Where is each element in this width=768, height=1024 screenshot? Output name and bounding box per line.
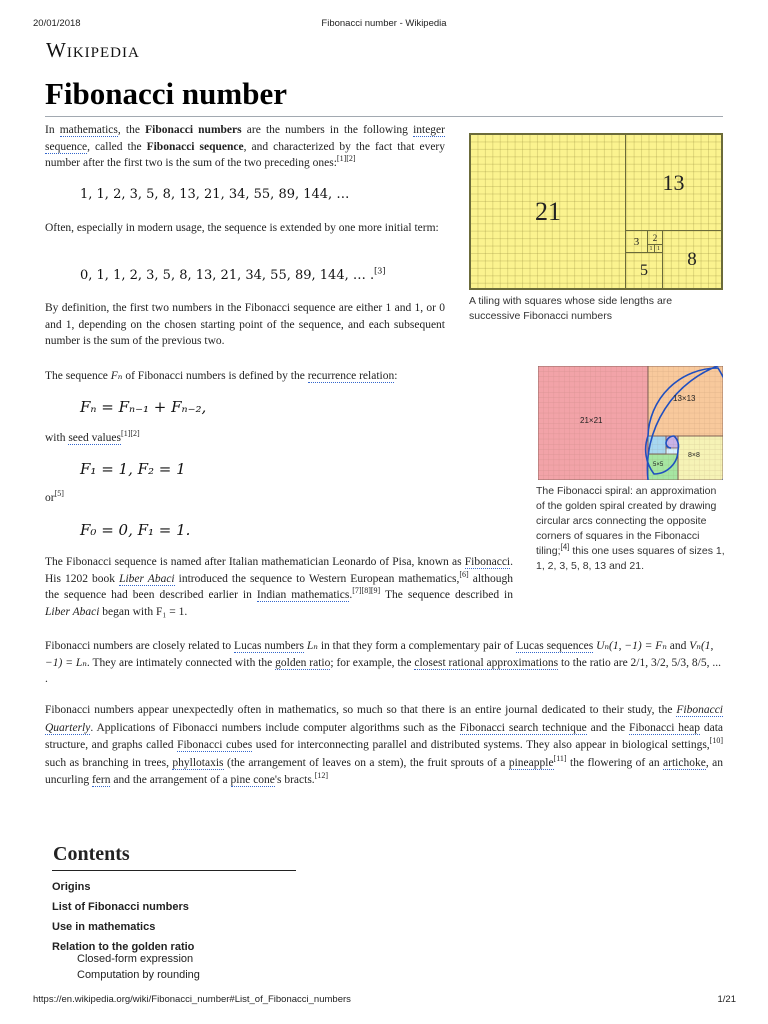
definition-paragraph: By definition, the first two numbers in the Fibonacci sequence are either 1 and 1, or 0 and 1, depending on the chosen starting point of the sequence, and each subsequent number is the sum of the previous two. xyxy=(45,302,445,347)
spiral-caption: The Fibonacci spiral: an approximation of the golden spiral created by drawing circular arcs connecting the opposite corners of squares in the Fibonacci tiling;[4] this one uses squares of sizes 1, 1, 2, 3, 5, 8, 13 and 21. xyxy=(536,485,725,572)
spiral-label-5: 5×5 xyxy=(653,462,664,468)
seed-values-line: with seed values[1][2] xyxy=(45,429,140,444)
spiral-label-8: 8×8 xyxy=(688,452,700,459)
applications-paragraph: Fibonacci numbers appear unexpectedly often in mathematics, so much so that there is an entire journal dedicated to their study, the Fibonacci Quarterly. Applications of Fibonacci numbers include computer algorithms such as the Fibonacci search technique and the Fibonacci heap data structure, and graphs called Fibonacci cubes used for interconnecting parallel and distributed systems. They also appear in biological settings,[10] such as branching in trees, phyllotaxis (the arrangement of leaves on a stem), the fruit sprouts of a pineapple[11] the flowering of an artichoke, an uncurling fern and the arrangement of a pine cone's bracts.[12] xyxy=(45,704,724,786)
formula-recurrence: Fₙ = Fₙ₋₁ + Fₙ₋₂, xyxy=(80,398,207,416)
tile-1a: 1 xyxy=(647,244,655,253)
toc-subitem-rounding[interactable]: Computation by rounding xyxy=(77,969,200,981)
toc-item-golden-ratio[interactable]: Relation to the golden ratio xyxy=(52,941,195,953)
link-liber-abaci[interactable]: Liber Abaci xyxy=(119,572,175,585)
spiral-label-21: 21×21 xyxy=(580,416,603,425)
link-pine-cone[interactable]: pine cone xyxy=(230,774,275,786)
link-pineapple[interactable]: pineapple xyxy=(508,756,554,769)
link-fibonacci-cubes[interactable]: Fibonacci cubes xyxy=(177,739,253,751)
formula-seed-1: F₁ = 1, F₂ = 1 xyxy=(80,460,186,478)
link-lucas-numbers[interactable]: Lucas numbers xyxy=(234,640,304,652)
link-integer-sequence[interactable]: integer sequence xyxy=(45,124,445,153)
ref-sup[interactable]: [1][2] xyxy=(336,154,356,164)
link-indian-mathematics[interactable]: Indian mathematics xyxy=(256,589,350,601)
history-paragraph: The Fibonacci sequence is named after Italian mathematician Leonardo of Pisa, known as Fibonacci. His 1202 book Liber Abaci introduced the sequence to Western European mathematics,[6] although the sequence had been described earlier in Indian mathematics.[7][8][9] The sequence described in Liber Abaci began with F₁ = 1. xyxy=(45,556,514,618)
tile-2: 2 xyxy=(647,230,663,245)
tile-1b: 1 xyxy=(654,244,663,253)
print-url: https://en.wikipedia.org/wiki/Fibonacci_number#List_of_Fibonacci_numbers xyxy=(33,994,351,1005)
link-phyllotaxis[interactable]: phyllotaxis xyxy=(172,756,224,769)
contents-divider xyxy=(52,870,296,871)
link-artichoke[interactable]: artichoke xyxy=(663,756,706,769)
print-page-number: 1/21 xyxy=(717,994,736,1005)
link-golden-ratio[interactable]: golden ratio xyxy=(275,656,331,669)
sequence-2: 0, 1, 1, 2, 3, 5, 8, 13, 21, 34, 55, 89, 144, … .[3] xyxy=(80,266,386,283)
contents-list xyxy=(52,877,194,957)
link-fibonacci-quarterly[interactable]: Fibonacci Quarterly xyxy=(45,704,723,734)
print-date: 20/01/2018 xyxy=(33,18,81,29)
tiling-caption: A tiling with squares whose side lengths are successive Fibonacci numbers xyxy=(469,295,673,322)
link-fern[interactable]: fern xyxy=(91,774,111,786)
lucas-paragraph: Fibonacci numbers are closely related to Lucas numbers Lₙ in that they form a complementary pair of Lucas sequences Uₙ(1, −1) = Fₙ and Vₙ(1, −1) = Lₙ. They are intimately connected with the golden ratio; for example, the closest rational approximations to the ratio are 2/1, 3/2, 5/3, 8/5, ... . xyxy=(45,640,721,685)
link-mathematics[interactable]: mathematics xyxy=(59,124,118,136)
page-title: Fibonacci number xyxy=(45,76,287,111)
link-closest-rational[interactable]: closest rational approximations xyxy=(414,656,559,669)
fibonacci-spiral-image[interactable] xyxy=(538,366,723,480)
recurrence-paragraph: The sequence Fₙ of Fibonacci numbers is defined by the recurrence relation: xyxy=(45,370,398,382)
intro-paragraph: In mathematics, the Fibonacci numbers are the numbers in the following integer sequence, called the Fibonacci sequence, and characterized by the fact that every number after the first two is the sum of the two preceding ones:[1][2] xyxy=(45,124,445,169)
toc-item-origins[interactable]: Origins xyxy=(52,881,91,893)
link-seed-values[interactable]: seed values xyxy=(68,432,122,444)
tile-3: 3 xyxy=(625,230,648,253)
print-title: Fibonacci number - Wikipedia xyxy=(321,18,447,29)
toc-item-use[interactable]: Use in mathematics xyxy=(52,921,156,933)
spiral-svg xyxy=(538,366,723,480)
toc-item-list[interactable]: List of Fibonacci numbers xyxy=(52,901,189,913)
toc-subitem-closed-form[interactable]: Closed-form expression xyxy=(77,953,194,965)
or-line: or[5] xyxy=(45,489,64,504)
link-fibonacci-heap[interactable]: Fibonacci heap xyxy=(629,721,700,734)
link-fibonacci[interactable]: Fibonacci xyxy=(464,556,511,568)
title-divider xyxy=(45,116,723,117)
fibonacci-tiling-image[interactable] xyxy=(469,133,723,290)
spiral-label-13: 13×13 xyxy=(673,394,696,403)
formula-seed-0: F₀ = 0, F₁ = 1. xyxy=(80,521,191,539)
tile-5: 5 xyxy=(625,252,663,289)
tile-13: 13 xyxy=(625,134,722,231)
tile-8: 8 xyxy=(662,230,722,289)
link-fibonacci-search[interactable]: Fibonacci search technique xyxy=(459,721,587,734)
tile-21: 21 xyxy=(470,134,626,289)
wikipedia-logo[interactable]: Wikipedia xyxy=(46,38,140,62)
contents-sublist xyxy=(77,951,200,983)
link-lucas-sequences[interactable]: Lucas sequences xyxy=(516,640,594,652)
sequence-1: 1, 1, 2, 3, 5, 8, 13, 21, 34, 55, 89, 144, … xyxy=(80,187,350,202)
often-paragraph: Often, especially in modern usage, the sequence is extended by one more initial term: xyxy=(45,222,439,234)
contents-title: Contents xyxy=(53,843,130,865)
link-recurrence-relation[interactable]: recurrence relation xyxy=(307,370,395,382)
